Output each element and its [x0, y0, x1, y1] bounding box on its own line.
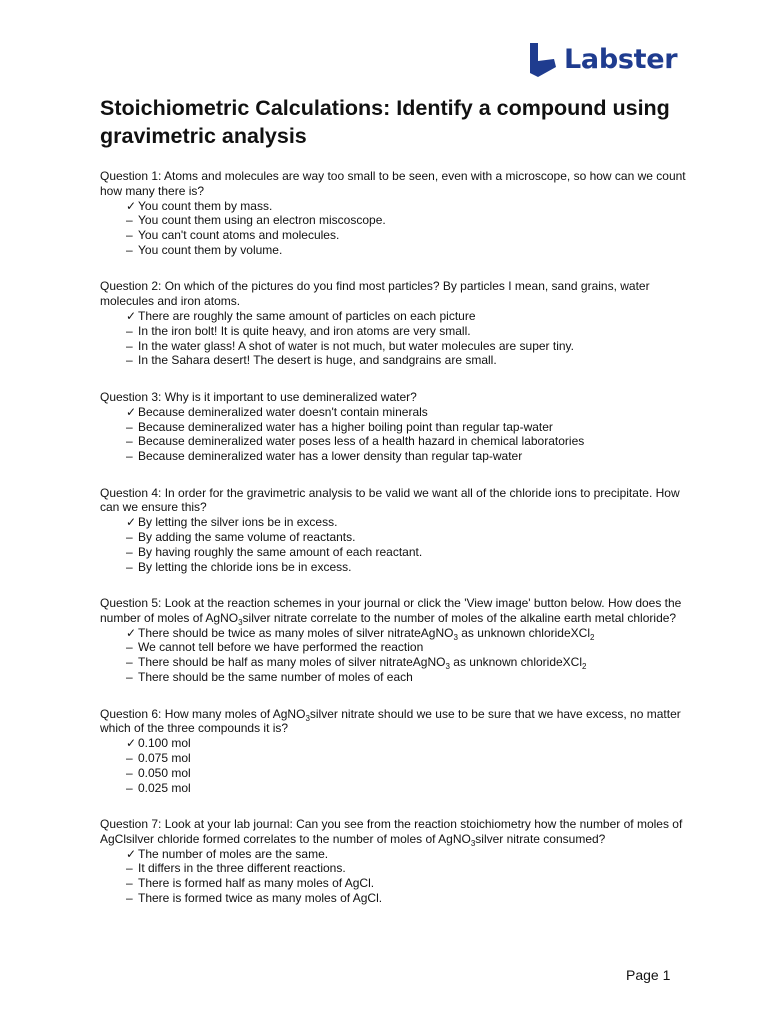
text-run: You can't count atoms and molecules.: [138, 228, 340, 243]
check-mark-icon: ✓: [126, 846, 137, 861]
check-mark-icon: ✓: [126, 736, 137, 751]
text-run: silver nitrate should we use to be sure that we have excess, no matter which of the three compounds it is?: [100, 706, 681, 736]
question-2: [100, 279, 700, 368]
dash-marker: –: [126, 419, 133, 434]
text-run: In the Sahara desert! The desert is huge, and sandgrains are small.: [138, 353, 497, 368]
text-run: Question 6: How many moles of AgNO: [100, 706, 306, 721]
check-mark-icon: ✓: [126, 625, 137, 640]
labster-logo-icon: [528, 43, 558, 77]
check-mark-icon: ✓: [126, 515, 137, 530]
answer-text: [138, 530, 355, 545]
dash-marker: –: [126, 559, 133, 574]
text-run: You count them by mass.: [138, 198, 273, 213]
answer-list: [100, 736, 700, 795]
text-run: By letting the chloride ions be in excess.: [138, 559, 352, 574]
subscript: 3: [453, 632, 458, 642]
question-text: [100, 596, 700, 626]
answer-correct: [126, 847, 700, 862]
text-run: Question 4: In order for the gravimetric analysis to be valid we want all of the chloride ions to precipitate. How can we ensure this?: [100, 485, 680, 515]
dash-marker: –: [126, 670, 133, 685]
answer-option: [126, 339, 700, 354]
answer-correct: [126, 309, 700, 324]
answer-option: [126, 781, 700, 796]
text-run: 0.100 mol: [138, 736, 191, 751]
check-mark-icon: ✓: [126, 198, 137, 213]
question-1: [100, 169, 700, 258]
dash-marker: –: [126, 449, 133, 464]
answer-option: [126, 751, 700, 766]
question-text: [100, 279, 700, 309]
answer-option: [126, 876, 700, 891]
dash-marker: –: [126, 891, 133, 905]
text-run: silver nitrate consumed?: [475, 831, 606, 846]
question-text: [100, 390, 700, 405]
answer-option: [126, 434, 700, 449]
dash-marker: –: [126, 876, 133, 891]
text-run: Because demineralized water doesn't contain minerals: [138, 404, 428, 419]
answer-text: [138, 324, 471, 339]
text-run: Question 1: Atoms and molecules are way too small to be seen, even with a microscope, so how can we count how many there is?: [100, 169, 686, 198]
answer-text: [138, 655, 586, 670]
answer-correct: [126, 626, 700, 641]
dash-marker: –: [126, 213, 133, 228]
answer-list: [100, 405, 700, 464]
text-run: It differs in the three different reactions.: [138, 861, 346, 876]
answer-option: [126, 640, 700, 655]
answer-option: [126, 324, 700, 339]
answer-text: [138, 243, 282, 258]
answer-text: [138, 420, 553, 435]
answer-text: [138, 339, 574, 354]
answer-text: [138, 736, 191, 751]
text-run: There should be half as many moles of silver nitrateAgNO: [138, 655, 446, 670]
text-run: Because demineralized water poses less of a health hazard in chemical laboratories: [138, 434, 585, 449]
text-run: There is formed half as many moles of AgCl.: [138, 876, 375, 891]
answer-text: [138, 781, 191, 796]
text-run: 0.075 mol: [138, 750, 191, 765]
text-run: Question 7: Look at your lab journal: Can you see from the reaction stoichiometry how the number of moles of AgClsilver chloride formed correlates to the number of moles of AgNO: [100, 817, 683, 846]
text-run: By adding the same volume of reactants.: [138, 530, 356, 544]
subscript: 2: [582, 662, 587, 672]
check-mark-icon: ✓: [126, 309, 137, 324]
answer-list: [100, 515, 700, 574]
dash-marker: –: [126, 640, 133, 655]
answer-text: [138, 199, 272, 214]
answer-text: [138, 670, 413, 685]
answer-option: [126, 655, 700, 670]
dash-marker: –: [126, 353, 133, 368]
answer-text: [138, 309, 476, 324]
answer-text: [138, 449, 522, 464]
answer-text: [138, 847, 328, 862]
text-run: There should be the same number of moles of each: [138, 670, 413, 685]
text-run: Because demineralized water has a lower density than regular tap-water: [138, 449, 523, 464]
question-6: [100, 707, 700, 796]
dash-marker: –: [126, 530, 133, 544]
page-number: Page 1: [626, 967, 671, 983]
dash-marker: –: [126, 338, 133, 353]
subscript: 3: [470, 838, 476, 848]
answer-option: [126, 670, 700, 685]
answer-correct: [126, 736, 700, 751]
answer-option: [126, 766, 700, 781]
question-text: [100, 817, 700, 847]
answer-option: [126, 420, 700, 435]
text-run: There should be twice as many moles of silver nitrateAgNO: [138, 625, 454, 640]
answer-option: [126, 353, 700, 368]
dash-marker: –: [126, 780, 133, 795]
question-7: [100, 817, 700, 906]
question-text: [100, 486, 700, 516]
question-list: [100, 169, 700, 927]
question-4: [100, 486, 700, 575]
text-run: In the iron bolt! It is quite heavy, and iron atoms are very small.: [138, 323, 471, 338]
text-run: You count them using an electron miscoscope.: [138, 213, 386, 228]
answer-correct: [126, 515, 700, 530]
dash-marker: –: [126, 765, 133, 780]
text-run: There are roughly the same amount of particles on each picture: [138, 309, 476, 324]
dash-marker: –: [126, 750, 133, 765]
check-mark-icon: ✓: [126, 404, 137, 419]
answer-option: [126, 560, 700, 575]
answer-text: [138, 434, 584, 449]
question-3: [100, 390, 700, 464]
answer-text: [138, 353, 497, 368]
answer-option: [126, 861, 700, 876]
dash-marker: –: [126, 544, 133, 559]
dash-marker: –: [126, 323, 133, 338]
text-run: Question 5: Look at the reaction schemes in your journal or click the 'View image' button below. How does the number of moles of AgNO: [100, 596, 682, 625]
answer-text: [138, 213, 386, 228]
question-text: [100, 169, 700, 199]
subscript: 2: [590, 632, 595, 642]
text-run: Question 3: Why is it important to use demineralized water?: [100, 389, 417, 404]
text-run: By letting the silver ions be in excess.: [138, 515, 338, 530]
answer-option: [126, 545, 700, 560]
answer-option: [126, 228, 700, 243]
answer-list: [100, 847, 700, 906]
text-run: silver nitrate correlate to the number of moles of the alkaline earth metal chloride?: [242, 610, 677, 625]
text-run: Because demineralized water has a higher boiling point than regular tap-water: [138, 419, 553, 434]
question-5: [100, 596, 700, 685]
answer-text: [138, 876, 374, 891]
answer-option: [126, 530, 700, 545]
text-run: You count them by volume.: [138, 242, 283, 257]
answer-text: [138, 545, 422, 560]
answer-option: [126, 449, 700, 464]
logo-text: Labster: [564, 44, 678, 75]
dash-marker: –: [126, 655, 133, 670]
answer-option: [126, 243, 700, 258]
text-run: By having roughly the same amount of each reactant.: [138, 544, 423, 559]
answer-option: [126, 213, 700, 228]
text-run: There is formed twice as many moles of AgCl.: [138, 891, 383, 905]
answer-text: [138, 626, 594, 641]
answer-option: [126, 891, 700, 906]
answer-text: [138, 891, 382, 906]
subscript: 3: [445, 662, 450, 672]
text-run: In the water glass! A shot of water is not much, but water molecules are super tiny.: [138, 338, 574, 353]
answer-list: [100, 626, 700, 685]
text-run: We cannot tell before we have performed the reaction: [138, 640, 424, 655]
subscript: 3: [238, 617, 243, 627]
dash-marker: –: [126, 434, 133, 449]
answer-text: [138, 405, 428, 420]
text-run: 0.050 mol: [138, 765, 191, 780]
dash-marker: –: [126, 228, 133, 243]
dash-marker: –: [126, 242, 133, 257]
answer-text: [138, 640, 423, 655]
answer-list: [100, 199, 700, 258]
question-text: [100, 707, 700, 737]
subscript: 3: [305, 713, 310, 723]
text-run: as unknown chlorideXCl: [457, 625, 590, 640]
text-run: as unknown chlorideXCl: [449, 655, 583, 670]
answer-list: [100, 309, 700, 368]
answer-text: [138, 560, 351, 575]
answer-text: [138, 861, 346, 876]
answer-text: [138, 228, 339, 243]
dash-marker: –: [126, 861, 133, 876]
text-run: 0.025 mol: [138, 780, 191, 795]
text-run: Question 2: On which of the pictures do you find most particles? By particles I mean, sand grains, water molecules and iron atoms.: [100, 279, 650, 309]
answer-text: [138, 515, 337, 530]
answer-correct: [126, 405, 700, 420]
answer-text: [138, 751, 191, 766]
answer-correct: [126, 199, 700, 214]
answer-text: [138, 766, 191, 781]
text-run: The number of moles are the same.: [138, 846, 329, 861]
header-logo: [528, 43, 677, 77]
document-title: Stoichiometric Calculations: Identify a compound using gravimetric analysis: [100, 96, 670, 148]
